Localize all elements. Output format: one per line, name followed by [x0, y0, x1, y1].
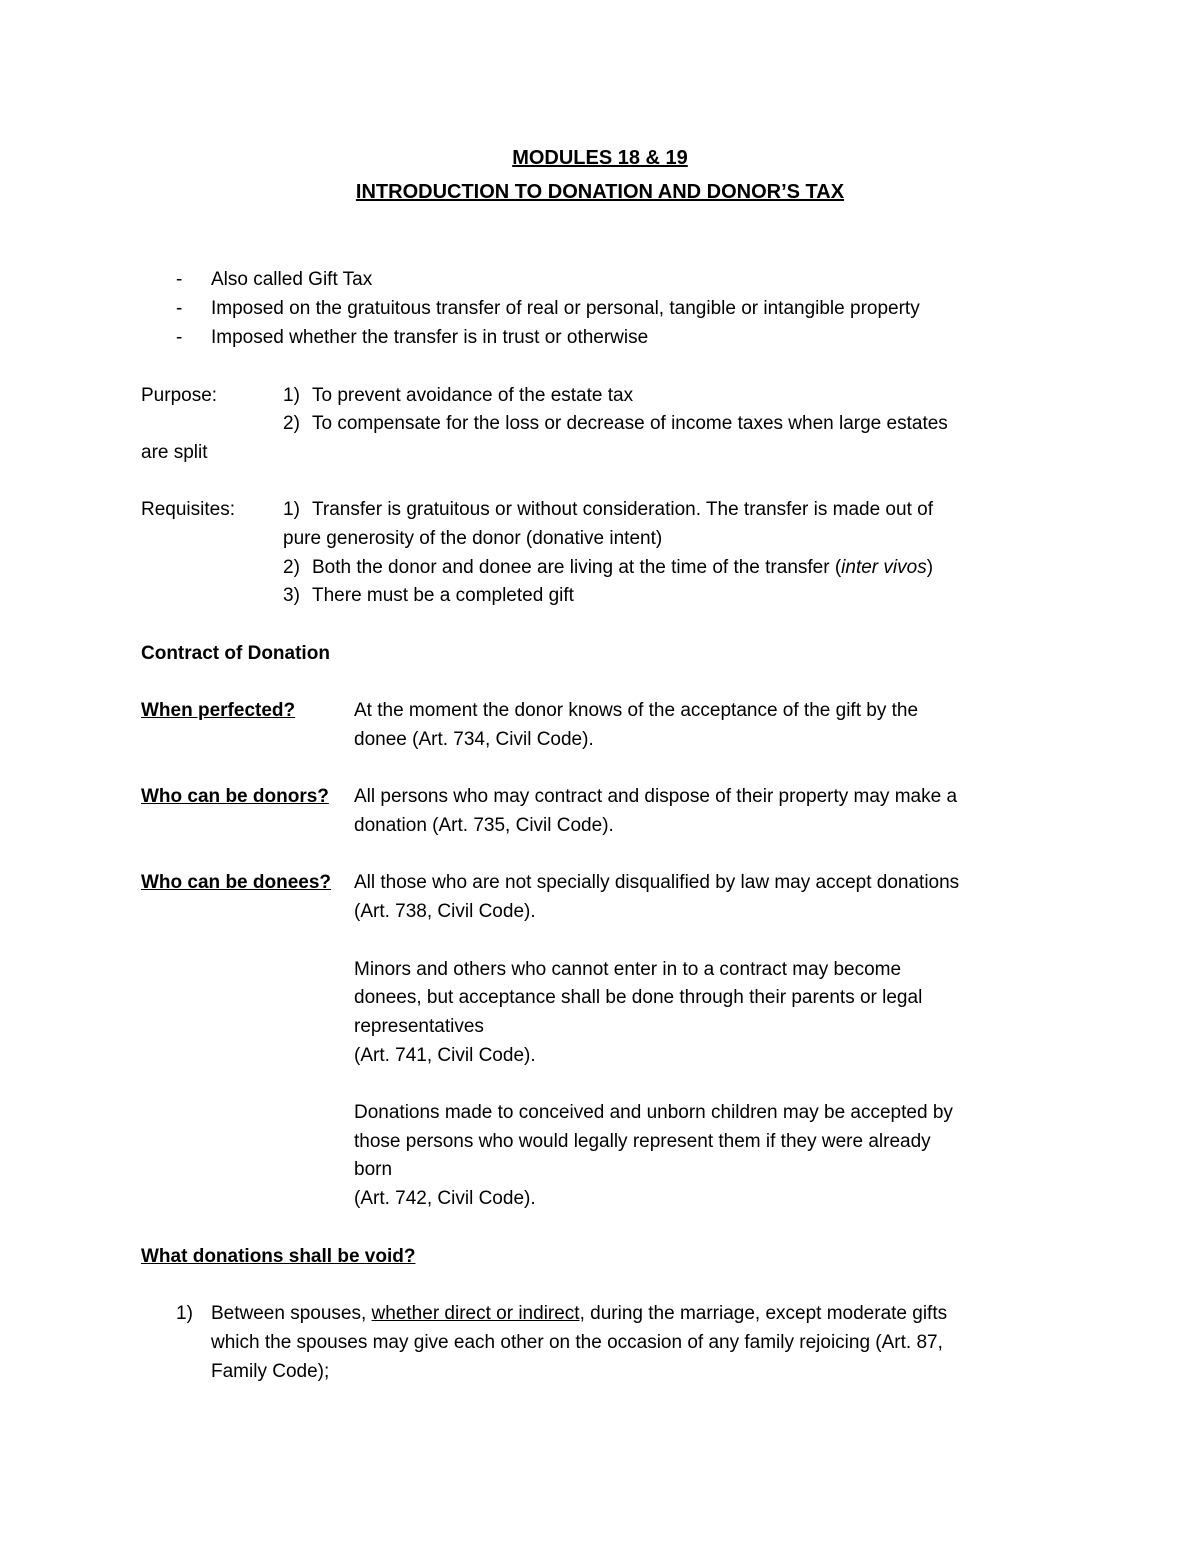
purpose-item-2-text: To compensate for the loss or decrease of income taxes when large estates — [312, 413, 948, 434]
purpose-item-1-num: 1) — [283, 385, 300, 406]
who-donors-line2: donation (Art. 735, Civil Code). — [354, 815, 614, 836]
who-donees-p1-line1: All those who are not specially disqualified by law may accept donations — [354, 872, 960, 893]
who-donees-p2-line4: (Art. 741, Civil Code). — [354, 1045, 536, 1066]
void-heading: What donations shall be void? — [141, 1246, 416, 1267]
requisite-1-line1: Transfer is gratuitous or without consideration. The transfer is made out of — [312, 499, 933, 520]
void-item-1-line2: which the spouses may give each other on the occasion of any family rejoicing (Art. 87, — [211, 1332, 943, 1353]
who-donees-p3-line3: born — [354, 1159, 393, 1180]
who-donors-label: Who can be donors? — [141, 786, 329, 807]
requisite-2-num: 2) — [283, 557, 300, 578]
when-perfected-line1: At the moment the donor knows of the acceptance of the gift by the — [354, 700, 919, 721]
who-donees-p2-line3: representatives — [354, 1016, 484, 1037]
who-donees-p3-line4: (Art. 742, Civil Code). — [354, 1188, 536, 1209]
intro-bullet-3: Imposed whether the transfer is in trust or otherwise — [211, 327, 649, 348]
who-donees-p1-line2: (Art. 738, Civil Code). — [354, 901, 536, 922]
contract-heading: Contract of Donation — [141, 643, 330, 664]
intro-bullet-1: Also called Gift Tax — [211, 269, 373, 290]
requisite-1-line2: pure generosity of the donor (donative intent) — [283, 528, 663, 549]
who-donees-label: Who can be donees? — [141, 872, 332, 893]
who-donees-p2-line2: donees, but acceptance shall be done through their parents or legal — [354, 987, 923, 1008]
when-perfected-line2: donee (Art. 734, Civil Code). — [354, 729, 594, 750]
requisite-3-num: 3) — [283, 585, 300, 606]
intro-bullet-2: Imposed on the gratuitous transfer of real or personal, tangible or intangible property — [211, 298, 920, 319]
purpose-label: Purpose: — [141, 385, 218, 406]
void-item-1-line1: Between spouses, whether direct or indirect, during the marriage, except moderate gifts — [211, 1303, 948, 1324]
requisite-2-text: Both the donor and donee are living at the time of the transfer (inter vivos) — [312, 557, 934, 578]
bullet-marker: - — [176, 327, 183, 348]
bullet-marker: - — [176, 298, 183, 319]
requisite-3-text: There must be a completed gift — [312, 585, 574, 606]
requisites-label: Requisites: — [141, 499, 235, 520]
void-item-1-line3: Family Code); — [211, 1361, 330, 1382]
bullet-marker: - — [176, 269, 183, 290]
when-perfected-label: When perfected? — [141, 700, 296, 721]
purpose-item-1-text: To prevent avoidance of the estate tax — [312, 385, 634, 406]
who-donees-p3-line2: those persons who would legally represent them if they were already — [354, 1131, 931, 1152]
document-title-line1: MODULES 18 & 19 — [512, 147, 688, 169]
requisite-2-italic: inter vivos — [841, 557, 927, 578]
purpose-item-2-num: 2) — [283, 413, 300, 434]
void-item-1-num: 1) — [176, 1303, 193, 1324]
void-item-1-underlined: whether direct or indirect, — [371, 1303, 585, 1324]
who-donees-p3-line1: Donations made to conceived and unborn children may be accepted by — [354, 1102, 953, 1123]
purpose-item-2-wrap: are split — [141, 442, 208, 463]
document-title-line2: INTRODUCTION TO DONATION AND DONOR’S TAX — [355, 181, 845, 203]
requisite-1-num: 1) — [283, 499, 300, 520]
who-donees-p2-line1: Minors and others who cannot enter in to a contract may become — [354, 959, 902, 980]
who-donors-line1: All persons who may contract and dispose of their property may make a — [354, 786, 958, 807]
